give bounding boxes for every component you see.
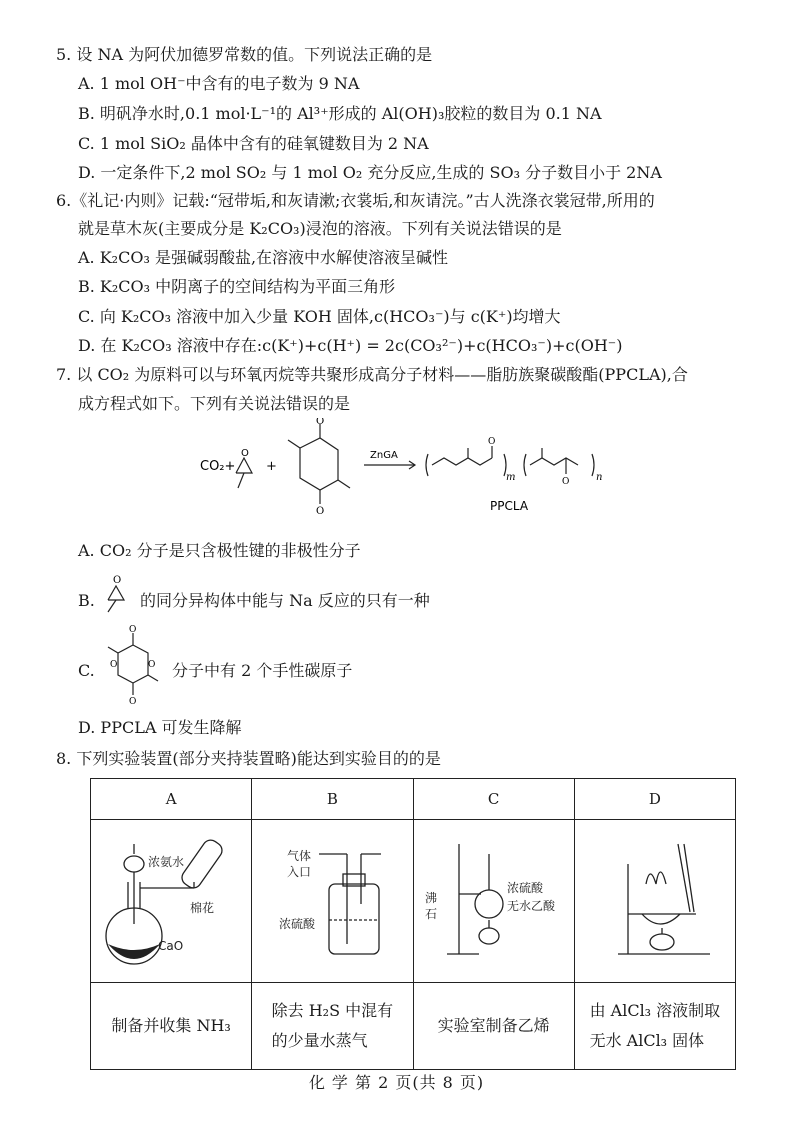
svg-text:O: O [129, 697, 137, 705]
svg-text:O: O [241, 448, 249, 459]
caption-d-line2: 无水 AlCl₃ 固体 [589, 1031, 705, 1050]
q6-stem-line2: 就是草木灰(主要成分是 K₂CO₃)浸泡的溶液。下列有关说法错误的是 [78, 219, 562, 238]
caption-b [252, 983, 413, 1070]
q7-option-c-text: 分子中有 2 个手性碳原子 [172, 661, 353, 680]
svg-text:O: O [110, 660, 118, 670]
caption-b-line2: 的少量水蒸气 [271, 1031, 368, 1050]
q7-option-b-text: 的同分异构体中能与 Na 反应的只有一种 [140, 591, 430, 610]
scheme-plus: + [266, 459, 277, 474]
apparatus-c-cell [413, 820, 574, 983]
scheme-product-name: PPCLA [490, 499, 529, 513]
svg-text:O: O [316, 506, 325, 517]
svg-text:O: O [148, 660, 156, 670]
apparatus-c-drawing [419, 824, 569, 974]
label-b-inlet: 气体 [287, 849, 312, 863]
q5-option-d: D. 一定条件下,2 mol SO₂ 与 1 mol O₂ 充分反应,生成的 SO₃ 分子数目小于 2NA [78, 163, 662, 182]
apparatus-a-drawing [96, 824, 246, 974]
apparatus-d-cell [574, 820, 735, 983]
page-footer: 化 学 第 2 页(共 8 页) [308, 1073, 485, 1092]
svg-text:O: O [316, 418, 325, 427]
q7-option-b-prefix: B. [78, 591, 95, 610]
svg-text:O: O [129, 625, 137, 635]
header-a: A [91, 779, 252, 820]
apparatus-d-drawing [580, 824, 730, 974]
q5-option-a: A. 1 mol OH⁻中含有的电子数为 9 NA [78, 74, 360, 93]
label-c-boil2: 石 [424, 907, 437, 921]
header-d: D [574, 779, 735, 820]
label-b-reagent: 浓硫酸 [279, 917, 316, 931]
q5-option-b: B. 明矾净水时,0.1 mol·L⁻¹的 Al³⁺形成的 Al(OH)₃胶粒的数目为 0.1 NA [78, 104, 602, 123]
lactide-structure [288, 424, 350, 504]
caption-d-line1: 由 AlCl₃ 溶液制取 [589, 1001, 721, 1020]
q7-stem-line1: 7. 以 CO₂ 为原料可以与环氧丙烷等共聚形成高分子材料——脂肪族聚碳酸酯(PPCLA),合 [56, 365, 688, 384]
scheme-sub-m: m [506, 472, 516, 483]
q6-option-c: C. 向 K₂CO₃ 溶液中加入少量 KOH 固体,c(HCO₃⁻)与 c(K⁺)均增大 [78, 307, 561, 326]
apparatus-b-cell [252, 820, 413, 983]
caption-b-line1: 除去 H₂S 中混有 [271, 1001, 394, 1020]
header-c: C [413, 779, 574, 820]
header-b: B [252, 779, 413, 820]
q7-option-a: A. CO₂ 分子是只含极性键的非极性分子 [78, 541, 361, 560]
apparatus-b-drawing [257, 824, 407, 974]
q7-stem-line2: 成方程式如下。下列有关说法错误的是 [78, 394, 351, 413]
caption-d [574, 983, 735, 1070]
svg-text:O: O [113, 575, 122, 586]
q8-stem: 8. 下列实验装置(部分夹持装置略)能达到实验目的的是 [56, 749, 441, 768]
scheme-co2: CO₂+ [200, 459, 236, 474]
epoxide-structure-b [100, 574, 132, 614]
caption-c: 实验室制备乙烯 [413, 983, 574, 1070]
scheme-sub-n: n [596, 472, 603, 483]
q7-option-d: D. PPCLA 可发生降解 [78, 718, 242, 737]
caption-a: 制备并收集 NH₃ [91, 983, 252, 1070]
q6-option-d: D. 在 K₂CO₃ 溶液中存在:c(K⁺)+c(H⁺) = 2c(CO₃²⁻)+c(HCO₃⁻)+c(OH⁻) [78, 336, 623, 355]
svg-text:O: O [562, 477, 570, 487]
reaction-scheme [200, 418, 620, 518]
q6-option-b: B. K₂CO₃ 中阴离子的空间结构为平面三角形 [78, 277, 396, 296]
label-a-solid: CaO [158, 939, 184, 953]
label-c-r2: 无水乙酸 [506, 899, 555, 913]
q5-option-c: C. 1 mol SiO₂ 晶体中含有的硅氧键数目为 2 NA [78, 134, 429, 153]
propylene-oxide-structure [236, 458, 252, 488]
apparatus-table [90, 778, 736, 1070]
label-c-r1: 浓硫酸 [506, 881, 543, 895]
label-a-cotton: 棉花 [190, 901, 215, 915]
q7-option-c-prefix: C. [78, 661, 95, 680]
q5-stem: 5. 设 NA 为阿伏加德罗常数的值。下列说法正确的是 [56, 45, 433, 64]
lactide-structure-c [100, 625, 166, 705]
q6-option-a: A. K₂CO₃ 是强碱弱酸盐,在溶液中水解使溶液呈碱性 [78, 248, 449, 267]
apparatus-a-cell [91, 820, 252, 983]
svg-text:O: O [488, 437, 496, 447]
scheme-catalyst: ZnGA [370, 450, 398, 461]
reaction-arrow [364, 461, 415, 469]
label-b-inlet2: 入口 [287, 865, 312, 879]
q6-stem-line1: 6.《礼记·内则》记载:“冠带垢,和灰请漱;衣裳垢,和灰请浣。”古人洗涤衣裳冠带,所用的 [56, 191, 655, 210]
label-a-reagent: 浓氨水 [148, 855, 185, 869]
label-c-boil1: 沸 [424, 891, 437, 905]
